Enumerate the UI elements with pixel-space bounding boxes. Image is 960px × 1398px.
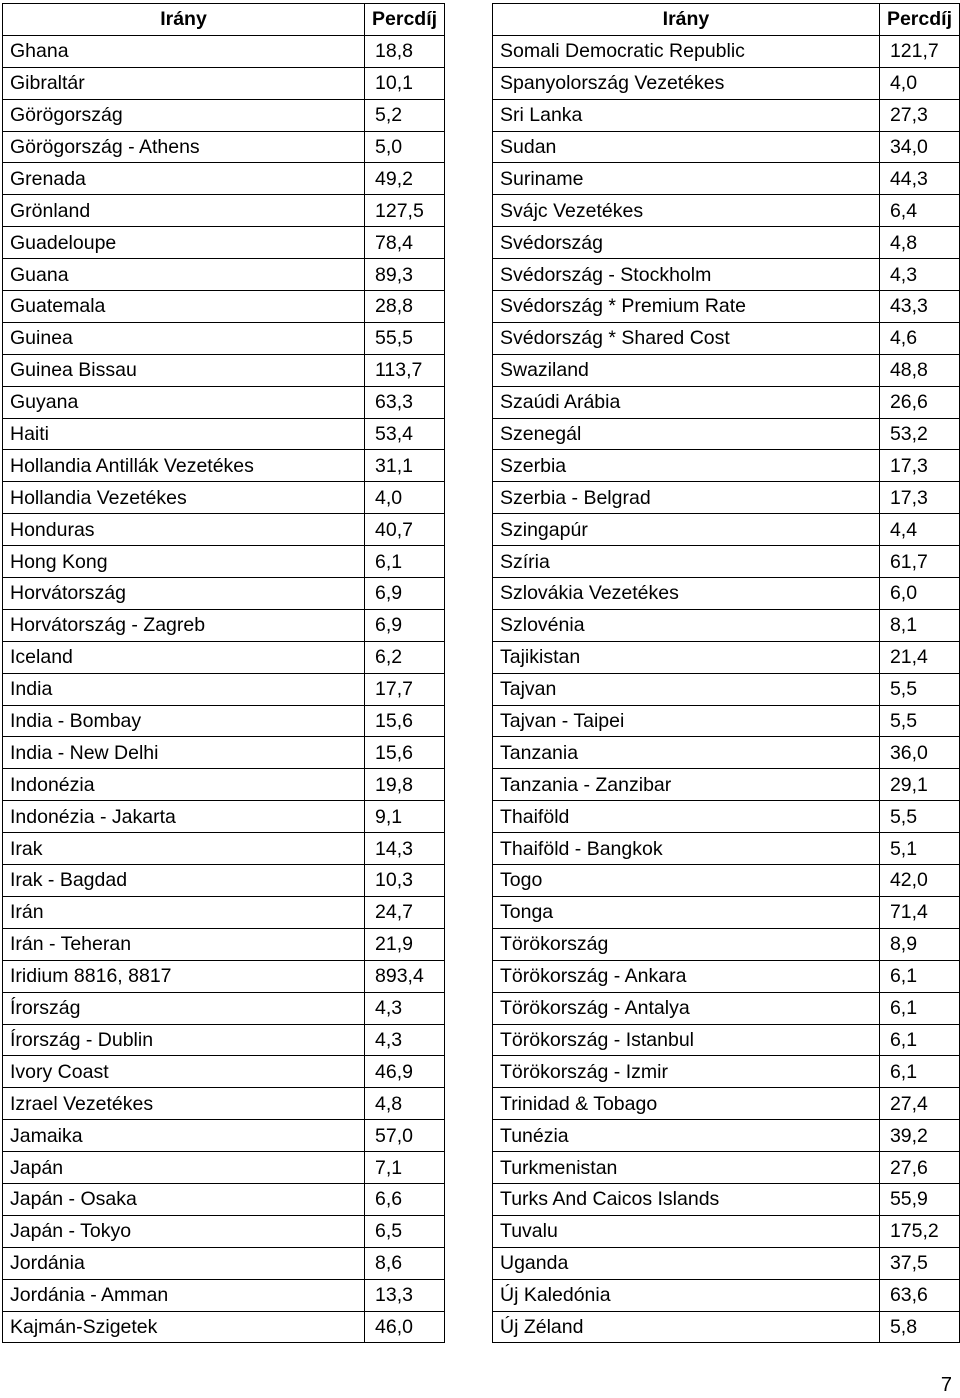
- destination-cell: Haiti: [3, 418, 365, 450]
- destination-cell: Suriname: [493, 163, 880, 195]
- table-row: [3, 578, 445, 610]
- destination-cell: Jordánia: [3, 1247, 365, 1279]
- table-row: [493, 673, 960, 705]
- rate-cell: 6,0: [879, 578, 959, 610]
- destination-cell: Guyana: [3, 386, 365, 418]
- table-row: [493, 737, 960, 769]
- table-row: [3, 67, 445, 99]
- table-row: [3, 450, 445, 482]
- rate-cell: 27,3: [879, 99, 959, 131]
- table-row: [493, 578, 960, 610]
- rates-table-body: [493, 35, 960, 1343]
- table-row: [493, 163, 960, 195]
- rate-cell: 5,5: [879, 705, 959, 737]
- destination-cell: Tunézia: [493, 1120, 880, 1152]
- rate-cell: 4,0: [365, 482, 445, 514]
- rate-cell: 46,0: [365, 1311, 445, 1343]
- table-row: [493, 1056, 960, 1088]
- rate-cell: 63,6: [879, 1279, 959, 1311]
- rate-cell: 13,3: [365, 1279, 445, 1311]
- destination-cell: Japán: [3, 1152, 365, 1184]
- table-row: [3, 1056, 445, 1088]
- table-row: [493, 1120, 960, 1152]
- table-row: [3, 482, 445, 514]
- table-row: [493, 705, 960, 737]
- table-row: [3, 1247, 445, 1279]
- table-row: [493, 1088, 960, 1120]
- table-row: [3, 131, 445, 163]
- table-row: [493, 641, 960, 673]
- destination-cell: India - Bombay: [3, 705, 365, 737]
- table-row: [3, 322, 445, 354]
- rate-cell: 5,8: [879, 1311, 959, 1343]
- rate-cell: 71,4: [879, 896, 959, 928]
- rate-cell: 10,3: [365, 865, 445, 897]
- rate-cell: 39,2: [879, 1120, 959, 1152]
- rate-cell: 4,3: [365, 992, 445, 1024]
- table-row: [3, 259, 445, 291]
- rate-cell: 61,7: [879, 546, 959, 578]
- table-row: [493, 769, 960, 801]
- rate-cell: 63,3: [365, 386, 445, 418]
- table-row: [493, 354, 960, 386]
- table-row: [493, 227, 960, 259]
- destination-cell: Szlovénia: [493, 609, 880, 641]
- rate-cell: 127,5: [365, 195, 445, 227]
- rate-cell: 5,2: [365, 99, 445, 131]
- rate-cell: 6,1: [879, 1024, 959, 1056]
- table-row: [3, 1183, 445, 1215]
- table-row: [3, 992, 445, 1024]
- destination-cell: Sri Lanka: [493, 99, 880, 131]
- destination-cell: Horvátország - Zagreb: [3, 609, 365, 641]
- destination-cell: Ivory Coast: [3, 1056, 365, 1088]
- destination-cell: Új Kaledónia: [493, 1279, 880, 1311]
- rate-cell: 34,0: [879, 131, 959, 163]
- table-row: [3, 418, 445, 450]
- table-row: [3, 354, 445, 386]
- destination-cell: Gibraltár: [3, 67, 365, 99]
- table-row: [493, 291, 960, 323]
- destination-cell: Swaziland: [493, 354, 880, 386]
- rate-cell: 6,5: [365, 1215, 445, 1247]
- rate-cell: 53,4: [365, 418, 445, 450]
- table-row: [3, 1088, 445, 1120]
- rate-cell: 113,7: [365, 354, 445, 386]
- table-row: [3, 896, 445, 928]
- table-row: [493, 514, 960, 546]
- destination-column-header: Irány: [3, 4, 365, 36]
- table-row: [3, 195, 445, 227]
- rate-cell: 89,3: [365, 259, 445, 291]
- table-row: [3, 227, 445, 259]
- rate-cell: 6,1: [879, 960, 959, 992]
- destination-cell: Szaúdi Arábia: [493, 386, 880, 418]
- destination-cell: Törökország - Izmir: [493, 1056, 880, 1088]
- table-row: [3, 1311, 445, 1343]
- destination-cell: Svédország: [493, 227, 880, 259]
- rate-cell: 5,5: [879, 801, 959, 833]
- destination-column-header: Irány: [493, 4, 880, 36]
- table-row: [3, 737, 445, 769]
- rate-cell: 4,8: [879, 227, 959, 259]
- destination-cell: Trinidad & Tobago: [493, 1088, 880, 1120]
- destination-cell: Guatemala: [3, 291, 365, 323]
- rate-cell: 18,8: [365, 35, 445, 67]
- table-row: [493, 1247, 960, 1279]
- rate-cell: 19,8: [365, 769, 445, 801]
- destination-cell: Spanyolország Vezetékes: [493, 67, 880, 99]
- destination-cell: Tajvan - Taipei: [493, 705, 880, 737]
- rate-cell: 6,9: [365, 609, 445, 641]
- rate-cell: 27,6: [879, 1152, 959, 1184]
- table-row: [3, 960, 445, 992]
- rate-cell: 5,1: [879, 833, 959, 865]
- destination-cell: Honduras: [3, 514, 365, 546]
- destination-cell: Jordánia - Amman: [3, 1279, 365, 1311]
- table-row: [3, 514, 445, 546]
- rate-cell: 6,1: [879, 1056, 959, 1088]
- rate-cell: 21,4: [879, 641, 959, 673]
- rate-cell: 15,6: [365, 737, 445, 769]
- destination-cell: Szerbia: [493, 450, 880, 482]
- destination-cell: Szerbia - Belgrad: [493, 482, 880, 514]
- rate-cell: 7,1: [365, 1152, 445, 1184]
- destination-cell: Somali Democratic Republic: [493, 35, 880, 67]
- table-row: [493, 450, 960, 482]
- rate-cell: 37,5: [879, 1247, 959, 1279]
- rate-cell: 893,4: [365, 960, 445, 992]
- table-row: [493, 1215, 960, 1247]
- table-row: [3, 769, 445, 801]
- destination-cell: Szenegál: [493, 418, 880, 450]
- destination-cell: Tonga: [493, 896, 880, 928]
- destination-cell: India: [3, 673, 365, 705]
- table-row: [493, 195, 960, 227]
- rate-column-header: Percdíj: [879, 4, 959, 36]
- destination-cell: Hollandia Vezetékes: [3, 482, 365, 514]
- rate-cell: 17,3: [879, 482, 959, 514]
- rate-cell: 48,8: [879, 354, 959, 386]
- rate-cell: 46,9: [365, 1056, 445, 1088]
- rate-cell: 6,1: [879, 992, 959, 1024]
- rate-cell: 55,5: [365, 322, 445, 354]
- rate-cell: 6,1: [365, 546, 445, 578]
- rate-cell: 55,9: [879, 1183, 959, 1215]
- table-row: [493, 833, 960, 865]
- rate-cell: 15,6: [365, 705, 445, 737]
- destination-cell: Hong Kong: [3, 546, 365, 578]
- destination-cell: Szlovákia Vezetékes: [493, 578, 880, 610]
- page-number: 7: [940, 1374, 952, 1396]
- table-row: [493, 896, 960, 928]
- table-row: [3, 35, 445, 67]
- rate-cell: 31,1: [365, 450, 445, 482]
- rate-cell: 42,0: [879, 865, 959, 897]
- rate-cell: 40,7: [365, 514, 445, 546]
- table-row: [493, 801, 960, 833]
- rate-cell: 121,7: [879, 35, 959, 67]
- destination-cell: Írország - Dublin: [3, 1024, 365, 1056]
- destination-cell: Indonézia - Jakarta: [3, 801, 365, 833]
- destination-cell: Görögország - Athens: [3, 131, 365, 163]
- table-row: [3, 291, 445, 323]
- destination-cell: Thaiföld - Bangkok: [493, 833, 880, 865]
- table-row: [493, 1024, 960, 1056]
- destination-cell: Svédország - Stockholm: [493, 259, 880, 291]
- destination-cell: Horvátország: [3, 578, 365, 610]
- table-row: [3, 928, 445, 960]
- destination-cell: Hollandia Antillák Vezetékes: [3, 450, 365, 482]
- rate-cell: 4,4: [879, 514, 959, 546]
- table-row: [493, 928, 960, 960]
- rate-cell: 5,0: [365, 131, 445, 163]
- table-row: [493, 386, 960, 418]
- destination-cell: Irak: [3, 833, 365, 865]
- table-row: [3, 1215, 445, 1247]
- table-row: [3, 609, 445, 641]
- rate-cell: 26,6: [879, 386, 959, 418]
- destination-cell: Görögország: [3, 99, 365, 131]
- rate-cell: 6,6: [365, 1183, 445, 1215]
- table-row: [3, 163, 445, 195]
- table-header-row: [3, 4, 445, 36]
- table-header-row: [493, 4, 960, 36]
- rate-cell: 4,3: [879, 259, 959, 291]
- table-row: [3, 546, 445, 578]
- destination-cell: Irak - Bagdad: [3, 865, 365, 897]
- table-row: [3, 833, 445, 865]
- destination-cell: Tajikistan: [493, 641, 880, 673]
- destination-cell: Guadeloupe: [3, 227, 365, 259]
- table-row: [3, 705, 445, 737]
- rate-cell: 21,9: [365, 928, 445, 960]
- rate-cell: 29,1: [879, 769, 959, 801]
- table-row: [493, 418, 960, 450]
- destination-cell: Törökország: [493, 928, 880, 960]
- table-row: [3, 99, 445, 131]
- rates-table-left: [2, 3, 445, 1343]
- destination-cell: Tajvan: [493, 673, 880, 705]
- destination-cell: Szíria: [493, 546, 880, 578]
- destination-cell: Turkmenistan: [493, 1152, 880, 1184]
- rate-column-header: Percdíj: [365, 4, 445, 36]
- rate-cell: 4,8: [365, 1088, 445, 1120]
- destination-cell: Svédország * Premium Rate: [493, 291, 880, 323]
- destination-cell: Tuvalu: [493, 1215, 880, 1247]
- table-row: [493, 609, 960, 641]
- table-row: [493, 546, 960, 578]
- table-row: [493, 1279, 960, 1311]
- destination-cell: Törökország - Antalya: [493, 992, 880, 1024]
- rate-cell: 53,2: [879, 418, 959, 450]
- destination-cell: Guinea Bissau: [3, 354, 365, 386]
- table-row: [3, 386, 445, 418]
- table-row: [493, 992, 960, 1024]
- table-row: [3, 673, 445, 705]
- rate-cell: 6,2: [365, 641, 445, 673]
- rate-cell: 6,4: [879, 195, 959, 227]
- destination-cell: Ghana: [3, 35, 365, 67]
- table-row: [3, 1279, 445, 1311]
- rate-cell: 27,4: [879, 1088, 959, 1120]
- destination-cell: Guinea: [3, 322, 365, 354]
- table-row: [493, 1311, 960, 1343]
- destination-cell: Togo: [493, 865, 880, 897]
- rate-cell: 8,9: [879, 928, 959, 960]
- table-row: [493, 1183, 960, 1215]
- rate-cell: 44,3: [879, 163, 959, 195]
- rate-cell: 49,2: [365, 163, 445, 195]
- table-row: [493, 322, 960, 354]
- rate-cell: 24,7: [365, 896, 445, 928]
- rate-cell: 5,5: [879, 673, 959, 705]
- destination-cell: Grönland: [3, 195, 365, 227]
- rate-cell: 8,1: [879, 609, 959, 641]
- table-row: [3, 865, 445, 897]
- destination-cell: Irán - Teheran: [3, 928, 365, 960]
- destination-cell: India - New Delhi: [3, 737, 365, 769]
- rates-table-right: [492, 3, 960, 1343]
- destination-cell: Turks And Caicos Islands: [493, 1183, 880, 1215]
- table-row: [493, 482, 960, 514]
- destination-cell: Szingapúr: [493, 514, 880, 546]
- destination-cell: Tanzania: [493, 737, 880, 769]
- rate-cell: 4,3: [365, 1024, 445, 1056]
- rate-cell: 17,7: [365, 673, 445, 705]
- rate-cell: 10,1: [365, 67, 445, 99]
- table-row: [493, 865, 960, 897]
- rate-cell: 57,0: [365, 1120, 445, 1152]
- table-row: [3, 1120, 445, 1152]
- rate-cell: 17,3: [879, 450, 959, 482]
- table-row: [3, 641, 445, 673]
- rate-cell: 14,3: [365, 833, 445, 865]
- rate-cell: 43,3: [879, 291, 959, 323]
- destination-cell: Iceland: [3, 641, 365, 673]
- rate-cell: 28,8: [365, 291, 445, 323]
- destination-cell: Svájc Vezetékes: [493, 195, 880, 227]
- destination-cell: Izrael Vezetékes: [3, 1088, 365, 1120]
- table-row: [493, 1152, 960, 1184]
- destination-cell: Japán - Osaka: [3, 1183, 365, 1215]
- destination-cell: Jamaika: [3, 1120, 365, 1152]
- destination-cell: Japán - Tokyo: [3, 1215, 365, 1247]
- rate-cell: 175,2: [879, 1215, 959, 1247]
- rate-cell: 78,4: [365, 227, 445, 259]
- rate-cell: 8,6: [365, 1247, 445, 1279]
- destination-cell: Tanzania - Zanzibar: [493, 769, 880, 801]
- rate-cell: 9,1: [365, 801, 445, 833]
- table-row: [493, 99, 960, 131]
- destination-cell: Guana: [3, 259, 365, 291]
- destination-cell: Svédország * Shared Cost: [493, 322, 880, 354]
- table-row: [3, 1152, 445, 1184]
- destination-cell: Iridium 8816, 8817: [3, 960, 365, 992]
- table-row: [493, 259, 960, 291]
- rates-table-body: [3, 35, 445, 1343]
- rate-cell: 6,9: [365, 578, 445, 610]
- destination-cell: Új Zéland: [493, 1311, 880, 1343]
- table-row: [493, 960, 960, 992]
- destination-cell: Törökország - Istanbul: [493, 1024, 880, 1056]
- destination-cell: Thaiföld: [493, 801, 880, 833]
- table-row: [493, 131, 960, 163]
- table-row: [3, 801, 445, 833]
- destination-cell: Sudan: [493, 131, 880, 163]
- destination-cell: Törökország - Ankara: [493, 960, 880, 992]
- table-row: [493, 35, 960, 67]
- rate-cell: 4,0: [879, 67, 959, 99]
- rate-cell: 36,0: [879, 737, 959, 769]
- destination-cell: Irán: [3, 896, 365, 928]
- destination-cell: Indonézia: [3, 769, 365, 801]
- destination-cell: Kajmán-Szigetek: [3, 1311, 365, 1343]
- rate-cell: 4,6: [879, 322, 959, 354]
- table-row: [493, 67, 960, 99]
- destination-cell: Uganda: [493, 1247, 880, 1279]
- destination-cell: Grenada: [3, 163, 365, 195]
- destination-cell: Írország: [3, 992, 365, 1024]
- table-row: [3, 1024, 445, 1056]
